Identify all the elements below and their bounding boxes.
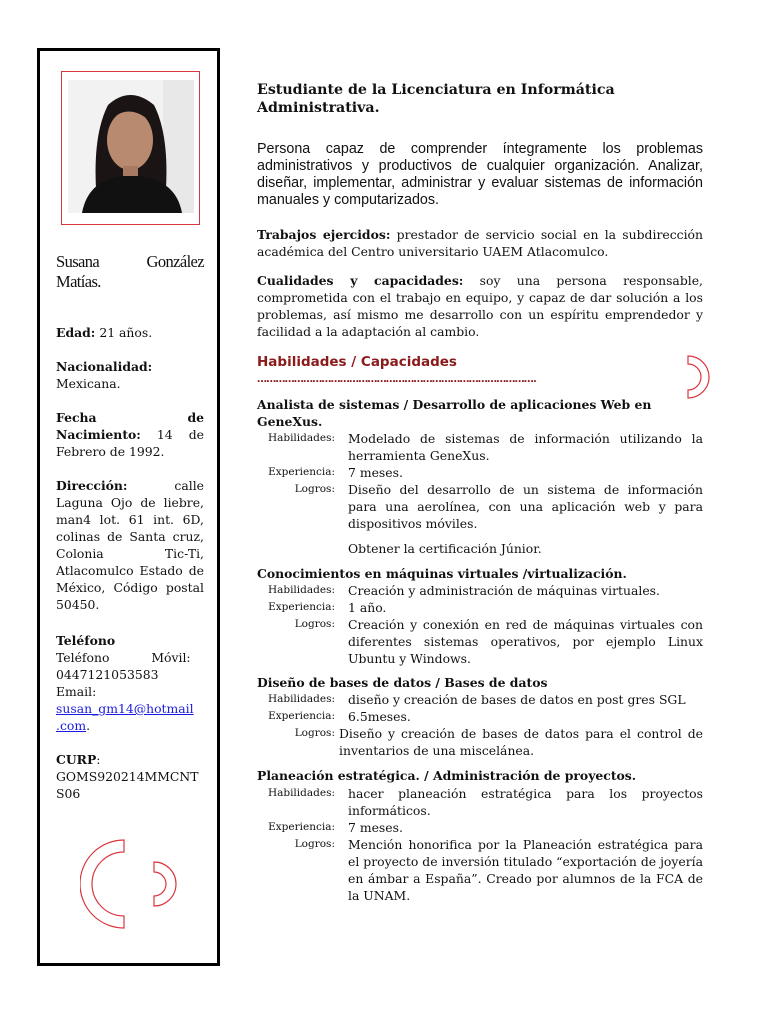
headline: Estudiante de la Licenciatura en Informática Administrativa. [257,82,615,116]
curp-value-1: GOMS920214MMCNT [56,769,199,784]
section-title-virtualizacion: Conocimientos en máquinas virtuales /virtualización. [257,566,627,581]
qualities-value: soy una persona responsable, comprometida con el trabajo en equipo, y capaz de dar solución a los problemas, así mismo me desarrollo con un espíritu emprendedor y facilidad a la adaptación al cambio. [257,273,703,339]
section-title-planeacion: Planeación estratégica. / Administración de proyectos. [257,768,637,783]
birthdate-label-1: Fecha [56,410,97,425]
row-value: Obtener la certificación Júnior. [348,541,542,556]
birthdate-de: de [188,427,204,442]
row-value: Diseño del desarrollo de un sistema de información para una aerolínea, con una aplicación web y para dispositivos móviles. [348,482,703,531]
nationality-field [56,358,204,392]
email-trail: . [86,718,91,733]
row-value: Mención honorifica por la Planeación estratégica para el proyecto de inversión titulado “exportación de joyería en ámbar a España”. Creado por alumnos de la FCA de la UNAM. [348,837,703,903]
skills-heading: Habilidades / Capacidades [257,354,457,370]
address-value: calle Laguna Ojo de liebre, man4 lot. 61 int. 6D, colinas de Santa cruz, Colonia Tic-Ti, Atlacomulco Estado de México, Código postal 50450. [56,478,204,612]
age-label: Edad: [56,325,96,340]
email-label: Email: [56,684,97,699]
row-value: diseño y creación de bases de datos en post gres SGL [348,692,686,707]
decorative-arc-icon [684,354,714,400]
row-key: Experiencia: [268,821,335,833]
mobile-label-text: Teléfono Móvil: [56,650,191,665]
email-link-part2[interactable]: .com [56,718,87,733]
age-field [56,324,204,341]
row-key: Logros: [294,618,335,630]
birthdate-day: 14 [156,427,173,442]
row-key: Experiencia: [268,601,335,613]
row-key: Experiencia: [268,710,335,722]
row-value: Creación y administración de máquinas virtuales. [348,583,660,598]
row-key: Logros: [294,727,335,739]
row-value: hacer planeación estratégica para los proyectos informáticos. [348,786,703,818]
qualities-paragraph [257,272,703,340]
mobile-label [56,649,204,666]
curp-colon: : [96,752,101,767]
birthdate-value: Febrero de 1992. [56,444,165,459]
row-value: Diseño y creación de bases de datos para el control de inventarios de una miscelánea. [339,726,703,758]
birthdate-field [56,409,204,460]
row-value: 1 año. [348,600,387,615]
phone-label: Teléfono [56,633,116,648]
row-key: Habilidades: [267,584,335,596]
row-key: Habilidades: [267,432,335,444]
address-label: Dirección: [56,478,128,493]
row-key: Experiencia: [268,466,335,478]
nationality-label: Nacionalidad: [56,359,153,374]
birthdate-label-2: Nacimiento: [56,427,141,442]
section-title-analista: Analista de sistemas / Desarrollo de aplicaciones Web en GeneXus. [257,397,652,429]
qualities-label: Cualidades y capacidades: [257,273,464,288]
name-first: Susana [56,252,100,271]
jobs-label: Trabajos ejercidos: [257,227,391,242]
row-value: Modelado de sistemas de información utilizando la herramienta GeneXus. [348,431,703,463]
curp-field [56,751,204,802]
row-key: Logros: [294,838,335,850]
row-key: Logros: [294,483,335,495]
portrait-photo [68,80,194,213]
nationality-value: Mexicana. [56,376,121,391]
address-field [56,477,204,613]
phone-value: 0447121053583 [56,667,159,682]
decorative-arc-logo [80,836,180,932]
birthdate-label-de: de [187,410,204,425]
candidate-name [56,252,204,292]
email-link-part1[interactable]: susan_gm14@hotmail [56,701,194,716]
curp-value-2: S06 [56,786,81,801]
name-second-surname: Matías. [56,272,101,291]
profile-summary: Persona capaz de comprender íntegramente los problemas administrativos y productivos de cualquier organización. Analizar, diseñar, implementar, administrar y evaluar sistemas de información manuales y computarizados. [257,141,703,208]
row-key: Habilidades: [267,787,335,799]
jobs-value: prestador de servicio social en la subdirección académica del Centro universitario UAEM Atlacomulco. [257,227,703,259]
dotted-divider: ………………………………………………………………………………. [257,374,536,385]
name-surname: González [146,252,204,271]
curp-label: CURP [56,752,97,767]
row-value: 7 meses. [348,465,403,480]
phone-field [56,632,204,734]
age-value: 21 años. [99,325,153,340]
row-value: 7 meses. [348,820,403,835]
row-key: Habilidades: [267,693,335,705]
row-value: Creación y conexión en red de máquinas virtuales con diferentes sistemas operativos, por ejemplo Linux Ubuntu y Windows. [348,617,703,666]
jobs-paragraph [257,226,703,260]
section-title-bases-datos: Diseño de bases de datos / Bases de datos [257,675,548,690]
row-value: 6.5meses. [348,709,411,724]
